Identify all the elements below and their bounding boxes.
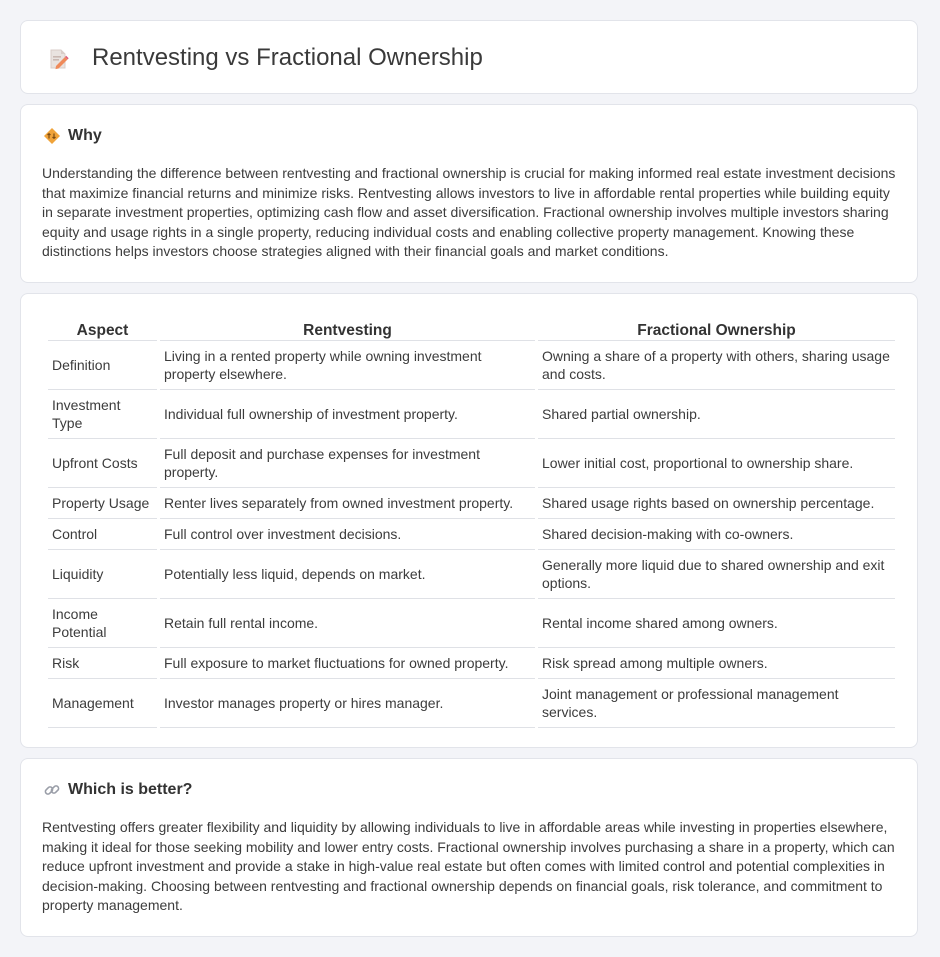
header-card (20, 20, 918, 94)
row-rentvesting: Living in a rented property while owning investment property elsewhere. (160, 341, 535, 390)
why-heading-row (43, 127, 102, 145)
row-rentvesting: Individual full ownership of investment property. (160, 390, 535, 439)
row-fractional: Risk spread among multiple owners. (538, 648, 895, 679)
diamond-arrows-icon (43, 127, 61, 145)
row-aspect: Liquidity (48, 550, 157, 599)
row-rentvesting: Full deposit and purchase expenses for investment property. (160, 439, 535, 488)
comparison-table (45, 314, 898, 728)
row-aspect: Risk (48, 648, 157, 679)
table-row (48, 599, 895, 648)
row-fractional: Shared usage rights based on ownership percentage. (538, 488, 895, 519)
row-aspect: Property Usage (48, 488, 157, 519)
row-rentvesting: Potentially less liquid, depends on market. (160, 550, 535, 599)
header-rentvesting: Rentvesting (160, 314, 535, 341)
comparison-section (20, 293, 918, 748)
row-rentvesting: Full control over investment decisions. (160, 519, 535, 550)
row-rentvesting: Investor manages property or hires manager. (160, 679, 535, 728)
table-header-row (48, 314, 895, 341)
why-heading: Why (68, 127, 102, 144)
which-is-better-section (20, 758, 918, 937)
page-title: Rentvesting vs Fractional Ownership (92, 44, 483, 71)
row-aspect: Income Potential (48, 599, 157, 648)
row-rentvesting: Full exposure to market fluctuations for owned property. (160, 648, 535, 679)
link-icon (43, 781, 61, 799)
row-fractional: Generally more liquid due to shared ownership and exit options. (538, 550, 895, 599)
why-body: Understanding the difference between rentvesting and fractional ownership is crucial for making informed real estate investment decisions that maximize financial returns and minimize risks. Rentvesting allows investors to live in affordable rental properties while building equity in separate investment properties, optimizing cash flow and asset diversification. Fractional ownership involves multiple investors sharing equity and usage rights in a single property, reducing individual costs and enabling collective property management. Knowing these distinctions helps investors choose strategies aligned with their financial goals and market conditions. (42, 165, 896, 260)
row-fractional: Joint management or professional management services. (538, 679, 895, 728)
table-row (48, 439, 895, 488)
row-fractional: Lower initial cost, proportional to ownership share. (538, 439, 895, 488)
row-rentvesting: Retain full rental income. (160, 599, 535, 648)
row-aspect: Management (48, 679, 157, 728)
header-aspect: Aspect (48, 314, 157, 341)
row-aspect: Upfront Costs (48, 439, 157, 488)
row-fractional: Shared decision-making with co-owners. (538, 519, 895, 550)
why-section (20, 104, 918, 283)
row-fractional: Rental income shared among owners. (538, 599, 895, 648)
table-row (48, 648, 895, 679)
table-row (48, 390, 895, 439)
row-aspect: Investment Type (48, 390, 157, 439)
row-rentvesting: Renter lives separately from owned investment property. (160, 488, 535, 519)
better-heading: Which is better? (68, 781, 193, 798)
row-fractional: Shared partial ownership. (538, 390, 895, 439)
better-heading-row (43, 781, 192, 799)
better-body: Rentvesting offers greater flexibility and liquidity by allowing individuals to live in affordable areas while investing in properties elsewhere, making it ideal for those seeking mobility and lower entry costs. Fractional ownership involves purchasing a share in a property, which can reduce upfront investment and provide a stake in high-value real estate but often comes with limited control and potential complexities in decision-making. Choosing between rentvesting and fractional ownership depends on financial goals, risk tolerance, and commitment to property management. (42, 819, 895, 914)
table-row (48, 679, 895, 728)
document-pencil-icon (47, 47, 71, 71)
row-aspect: Definition (48, 341, 157, 390)
table-row (48, 550, 895, 599)
table-row (48, 519, 895, 550)
row-aspect: Control (48, 519, 157, 550)
row-fractional: Owning a share of a property with others, sharing usage and costs. (538, 341, 895, 390)
table-row (48, 488, 895, 519)
header-fractional-ownership: Fractional Ownership (538, 314, 895, 341)
table-row (48, 341, 895, 390)
